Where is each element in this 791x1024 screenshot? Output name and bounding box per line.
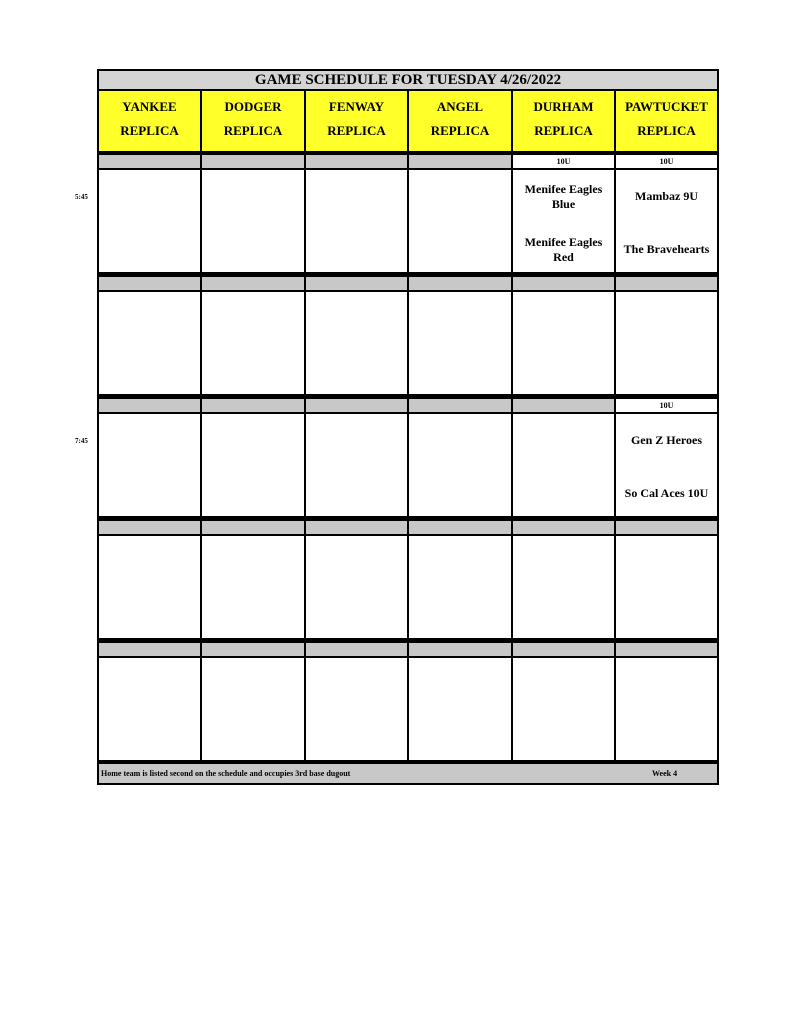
game-cell <box>513 414 614 516</box>
field-header-pawtucket <box>616 91 717 151</box>
field-header-yankee <box>99 91 200 151</box>
division-band <box>202 643 304 656</box>
game-cell <box>202 414 304 516</box>
division-band <box>202 155 304 168</box>
footer-note: Home team is listed second on the schedule and occupies 3rd base dugout <box>101 769 351 778</box>
field-subtitle: REPLICA <box>223 123 283 138</box>
game-cell <box>409 536 511 638</box>
game-cell <box>513 292 614 394</box>
game-cell <box>409 292 511 394</box>
game-cell <box>99 414 200 516</box>
game-cell <box>99 658 200 760</box>
field-subtitle: REPLICA <box>534 123 593 138</box>
division-band <box>409 399 511 412</box>
game-cell <box>616 414 717 516</box>
field-name: DURHAM <box>533 99 594 114</box>
division-band <box>409 155 511 168</box>
division-band <box>99 521 200 534</box>
field-name: DODGER <box>224 99 282 114</box>
game-cell <box>616 170 717 272</box>
division-band <box>409 277 511 290</box>
game-cell <box>306 292 407 394</box>
game-cell <box>202 292 304 394</box>
division-band <box>99 643 200 656</box>
field-subtitle: REPLICA <box>430 123 490 138</box>
field-name: FENWAY <box>328 99 385 114</box>
division-band <box>99 399 200 412</box>
field-name: ANGEL <box>436 99 484 114</box>
game-cell <box>513 536 614 638</box>
home-team: The Bravehearts <box>623 242 710 256</box>
game-cell <box>616 536 717 638</box>
game-cell <box>513 170 614 272</box>
footer-bar <box>99 764 717 783</box>
game-cell <box>306 536 407 638</box>
schedule-table <box>97 69 719 785</box>
game-cell <box>409 414 511 516</box>
field-name: YANKEE <box>122 99 177 114</box>
division-band <box>513 521 614 534</box>
division-band <box>409 643 511 656</box>
division-band <box>616 643 717 656</box>
field-subtitle: REPLICA <box>120 123 179 138</box>
week-label: Week 4 <box>652 769 678 778</box>
home-team: Menifee Eagles Red <box>524 235 603 264</box>
division-band <box>306 643 407 656</box>
home-team: So Cal Aces 10U <box>624 486 709 500</box>
division-band <box>202 521 304 534</box>
field-name: PAWTUCKET <box>625 99 708 114</box>
game-cell <box>202 658 304 760</box>
game-cell <box>513 658 614 760</box>
field-subtitle: REPLICA <box>637 123 696 138</box>
division-band <box>409 521 511 534</box>
game-cell <box>306 414 407 516</box>
game-cell <box>99 536 200 638</box>
field-subtitle: REPLICA <box>327 123 386 138</box>
division-band: 10U <box>616 155 717 168</box>
division-band: 10U <box>513 155 614 168</box>
game-cell <box>202 170 304 272</box>
division-band <box>513 399 614 412</box>
game-cell <box>616 658 717 760</box>
game-cell <box>99 292 200 394</box>
away-team: Gen Z Heroes <box>630 433 703 447</box>
game-cell <box>99 170 200 272</box>
division-band <box>513 643 614 656</box>
field-header-durham <box>513 91 614 151</box>
field-header-dodger <box>202 91 304 151</box>
game-cell <box>306 170 407 272</box>
schedule-title: GAME SCHEDULE FOR TUESDAY 4/26/2022 <box>99 71 717 89</box>
division-band <box>99 155 200 168</box>
division-band <box>202 399 304 412</box>
field-header-angel <box>409 91 511 151</box>
division-band <box>616 521 717 534</box>
time-label-1: 5:45 <box>75 193 88 201</box>
division-band <box>306 155 407 168</box>
game-cell <box>202 536 304 638</box>
division-band <box>306 399 407 412</box>
division-band: 10U <box>616 399 717 412</box>
game-cell <box>616 292 717 394</box>
time-label-2: 7:45 <box>75 437 88 445</box>
division-band <box>99 277 200 290</box>
division-band <box>513 277 614 290</box>
away-team: Menifee Eagles Blue <box>524 182 603 211</box>
division-band <box>202 277 304 290</box>
field-header-fenway <box>306 91 407 151</box>
division-band <box>306 277 407 290</box>
away-team: Mambaz 9U <box>635 189 698 203</box>
game-cell <box>306 658 407 760</box>
division-band <box>306 521 407 534</box>
division-band <box>616 277 717 290</box>
game-cell <box>409 658 511 760</box>
game-cell <box>409 170 511 272</box>
